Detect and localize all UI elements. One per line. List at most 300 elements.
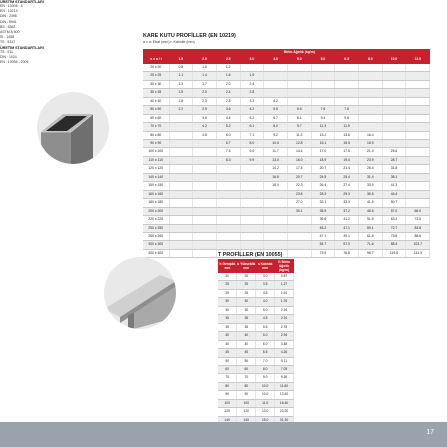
table-row — [218, 349, 294, 357]
tprof-cell: 60 — [218, 365, 237, 373]
weight-cell: 5.2 — [240, 114, 264, 122]
weight-cell: 28.7 — [382, 156, 406, 164]
weight-cell: 44.4 — [382, 190, 406, 198]
weight-cell: 72.7 — [382, 224, 406, 232]
weight-cell: 5.5 — [264, 106, 288, 114]
tprof-cell: 11.0 — [256, 399, 275, 407]
weight-cell: 29.3 — [335, 190, 359, 198]
weight-cell — [264, 207, 288, 215]
weight-cell — [169, 156, 193, 164]
tprof-cell: 100 — [218, 399, 237, 407]
tprof-cell: 5.5 — [256, 323, 275, 331]
tprof-cell: 25 — [218, 289, 237, 297]
table-row — [218, 298, 294, 306]
tprof-cell: 20 — [237, 273, 256, 281]
weight-cell: 6.7 — [264, 114, 288, 122]
weight-cell — [169, 199, 193, 207]
weight-cell — [311, 72, 335, 80]
tprof-cell: 10.0 — [256, 382, 275, 390]
tprof-cell: 6.5 — [256, 349, 275, 357]
kare-thickness-header: 8.0 — [359, 56, 383, 63]
tprof-column-header: b Yükseklik mm — [237, 259, 256, 273]
weight-cell — [382, 131, 406, 139]
weight-cell — [169, 190, 193, 198]
table-row — [143, 156, 430, 164]
weight-cell: 73.5 — [406, 216, 430, 224]
kare-thickness-header: 5.0 — [287, 56, 311, 63]
weight-cell: 14.2 — [264, 165, 288, 173]
weight-cell: 16.0 — [287, 156, 311, 164]
tprof-cell: 30 — [237, 306, 256, 314]
weight-cell: 49.1 — [335, 232, 359, 240]
weight-cell: 6.7 — [216, 139, 240, 147]
weight-cell: 38.1 — [382, 173, 406, 181]
weight-cell: 15.5 — [335, 139, 359, 147]
weight-cell — [193, 199, 217, 207]
weight-cell: 19.4 — [335, 156, 359, 164]
table-row — [143, 148, 430, 156]
weight-cell: 41.3 — [382, 182, 406, 190]
tprof-cell: 50 — [237, 357, 256, 365]
table-row — [218, 365, 294, 373]
std1-title: ÜRETİM STANDARTLARI — [0, 0, 44, 4]
tprof-cell: 13.40 — [275, 391, 294, 399]
table-row — [218, 391, 294, 399]
weight-cell: 11.7 — [264, 148, 288, 156]
weight-cell: 16.8 — [264, 173, 288, 181]
tprof-cell: 35 — [218, 315, 237, 323]
standard-line: DIN : 5941 — [0, 19, 17, 24]
weight-cell — [406, 190, 430, 198]
weight-cell: 11.3 — [311, 123, 335, 131]
weight-cell — [359, 72, 383, 80]
weight-cell — [193, 165, 217, 173]
weight-cell — [264, 241, 288, 249]
weight-cell — [169, 123, 193, 131]
weight-cell: 1.5 — [169, 89, 193, 97]
table-row — [218, 306, 294, 314]
weight-cell: 1.9 — [240, 72, 264, 80]
weight-cell: 17.5 — [287, 165, 311, 173]
weight-cell — [382, 123, 406, 131]
table-row — [143, 207, 430, 215]
weight-cell — [169, 182, 193, 190]
weight-cell — [169, 139, 193, 147]
weight-cell — [240, 173, 264, 181]
weight-cell: 2.4 — [240, 80, 264, 88]
weight-cell — [406, 173, 430, 181]
tprof-cell: 2.94 — [275, 332, 294, 340]
tprof-cell: 9.26 — [275, 374, 294, 382]
tprof-cell: 13.0 — [256, 408, 275, 416]
weight-cell: 6.0 — [216, 131, 240, 139]
weight-cell: 33.3 — [335, 199, 359, 207]
weight-cell — [406, 114, 430, 122]
row-size-label: 200 x 200 — [143, 207, 169, 215]
kare-profile-table — [143, 49, 430, 258]
weight-cell — [264, 199, 288, 207]
weight-cell: 23.9 — [359, 156, 383, 164]
row-size-label: 80 x 80 — [143, 131, 169, 139]
tprof-cell: 3.5 — [256, 281, 275, 289]
weight-cell — [264, 190, 288, 198]
table-row — [143, 224, 430, 232]
kare-thickness-header: 10.0 — [382, 56, 406, 63]
weight-cell: 35.9 — [311, 207, 335, 215]
table-row — [143, 173, 430, 181]
tprof-cell: 70 — [237, 374, 256, 382]
weight-cell — [406, 156, 430, 164]
weight-cell — [359, 89, 383, 97]
table-row — [218, 289, 294, 297]
weight-cell: 73.5 — [311, 249, 335, 257]
weight-cell: 9.7 — [287, 123, 311, 131]
weight-cell — [240, 182, 264, 190]
kare-thickness-header: 1.5 — [169, 56, 193, 63]
table-row — [143, 190, 430, 198]
weight-cell: 1.1 — [169, 72, 193, 80]
tprof-cell: 1.76 — [275, 298, 294, 306]
weight-cell — [287, 232, 311, 240]
weight-cell: 1.3 — [169, 80, 193, 88]
weight-cell: 8.1 — [287, 114, 311, 122]
weight-cell: 24.5 — [311, 173, 335, 181]
kare-thickness-header: 3.0 — [240, 56, 264, 63]
weight-cell: 9.0 — [240, 148, 264, 156]
weight-cell: 61.6 — [359, 232, 383, 240]
weight-cell — [240, 224, 264, 232]
tprof-column-header: G Birim Ağırlık (kg/m) — [275, 259, 294, 273]
weight-cell — [311, 89, 335, 97]
kare-thickness-header: 2.0 — [193, 56, 217, 63]
row-size-label: 150 x 150 — [143, 182, 169, 190]
weight-cell: 9.9 — [240, 156, 264, 164]
weight-cell: 71.6 — [359, 241, 383, 249]
tprof-cell: 60 — [237, 365, 256, 373]
weight-cell — [169, 165, 193, 173]
weight-cell: 23.8 — [287, 190, 311, 198]
weight-cell: 2.0 — [193, 89, 217, 97]
t-profile-image — [104, 257, 176, 329]
kare-subtitle: a x a: Ebat (mm) t: Kalınlık (mm) — [143, 40, 195, 44]
row-size-label: 120 x 120 — [143, 165, 169, 173]
weight-cell: 5.2 — [216, 123, 240, 131]
weight-cell: 7.1 — [240, 131, 264, 139]
row-size-label: 110 x 110 — [143, 156, 169, 164]
standard-line: EN : 10305 - 5 — [0, 4, 23, 8]
weight-cell — [193, 139, 217, 147]
weight-cell — [169, 249, 193, 257]
tprof-cell: 8.0 — [256, 365, 275, 373]
table-row — [218, 382, 294, 390]
weight-cell: 57.0 — [335, 241, 359, 249]
weight-cell — [382, 89, 406, 97]
weight-cell — [406, 80, 430, 88]
tprof-cell: 2.16 — [275, 306, 294, 314]
tprof-cell: 40 — [237, 332, 256, 340]
weight-cell — [287, 241, 311, 249]
weight-cell — [382, 139, 406, 147]
weight-cell: 76.8 — [335, 249, 359, 257]
weight-cell — [193, 207, 217, 215]
weight-cell: 4.2 — [240, 106, 264, 114]
weight-cell: 41.2 — [335, 216, 359, 224]
tprof-cell: 100 — [237, 399, 256, 407]
weight-cell: 27.0 — [287, 199, 311, 207]
weight-cell — [193, 216, 217, 224]
square-tube-image — [37, 92, 109, 164]
weight-cell: 16.4 — [359, 131, 383, 139]
kare-thickness-header: 6.3 — [335, 56, 359, 63]
weight-cell: 18.9 — [359, 139, 383, 147]
tprof-cell: 2.78 — [275, 323, 294, 331]
weight-cell: 54.7 — [311, 241, 335, 249]
tprof-cell: 31.30 — [275, 416, 294, 424]
weight-cell — [264, 89, 288, 97]
weight-cell: 20.7 — [311, 165, 335, 173]
weight-cell — [193, 148, 217, 156]
weight-cell: 59.1 — [359, 224, 383, 232]
weight-cell: 25.4 — [335, 173, 359, 181]
table-row — [143, 182, 430, 190]
weight-cell: 4.4 — [216, 114, 240, 122]
weight-cell: 47.1 — [335, 224, 359, 232]
weight-cell: 4.8 — [193, 131, 217, 139]
table-row — [218, 315, 294, 323]
table-row — [143, 241, 430, 249]
weight-cell: 103.7 — [406, 241, 430, 249]
tprof-cell: 23.20 — [275, 408, 294, 416]
std1-lines — [0, 4, 447, 46]
weight-cell — [193, 249, 217, 257]
weight-cell: 2.3 — [193, 97, 217, 105]
row-size-label: 260 x 260 — [143, 232, 169, 240]
row-size-label: 300 x 300 — [143, 241, 169, 249]
row-size-label: 250 x 250 — [143, 224, 169, 232]
tprof-cell: 30 — [218, 298, 237, 306]
row-size-label: 180 x 180 — [143, 199, 169, 207]
weight-cell: 10.5 — [264, 139, 288, 147]
weight-cell: 4.2 — [264, 97, 288, 105]
std2-lines — [0, 50, 447, 66]
table-row — [143, 123, 430, 131]
weight-cell: 1.7 — [193, 80, 217, 88]
tprof-cell: 1.27 — [275, 281, 294, 289]
tprof-cell: 45 — [237, 349, 256, 357]
table-row — [218, 408, 294, 416]
weight-cell: 2.0 — [216, 80, 240, 88]
weight-cell — [382, 114, 406, 122]
weight-cell — [169, 241, 193, 249]
tprof-cell: 35 — [237, 323, 256, 331]
weight-cell: 1.0 — [193, 64, 217, 72]
weight-cell: 45.2 — [311, 224, 335, 232]
standard-line: SI : 1458 — [0, 35, 15, 40]
table-row — [218, 399, 294, 407]
weight-cell — [240, 216, 264, 224]
weight-cell: 8.3 — [216, 156, 240, 164]
table-row — [143, 131, 430, 139]
table-row — [143, 106, 430, 114]
weight-cell: 8.0 — [240, 139, 264, 147]
weight-cell — [382, 80, 406, 88]
table-row — [143, 249, 430, 257]
tprof-cell: 120 — [237, 408, 256, 416]
table-row — [218, 357, 294, 365]
table-row — [218, 273, 294, 281]
weight-cell — [169, 114, 193, 122]
standard-line: DIN : 2395 — [0, 14, 17, 19]
weight-cell — [311, 97, 335, 105]
weight-cell — [169, 148, 193, 156]
weight-cell — [216, 182, 240, 190]
weight-cell — [287, 224, 311, 232]
weight-cell: 26.4 — [311, 182, 335, 190]
weight-cell — [193, 156, 217, 164]
weight-cell: 41.5 — [359, 199, 383, 207]
tprof-cell: 140 — [218, 416, 237, 424]
tprof-cell: 9.0 — [256, 374, 275, 382]
weight-cell — [264, 80, 288, 88]
standard-line: TS : 911 — [0, 49, 13, 54]
weight-cell — [335, 89, 359, 97]
weight-cell — [169, 173, 193, 181]
weight-cell: 32.1 — [311, 199, 335, 207]
weight-cell: 63.2 — [382, 216, 406, 224]
weight-cell: 88.4 — [382, 241, 406, 249]
row-size-label: 140 x 140 — [143, 173, 169, 181]
weight-cell — [193, 224, 217, 232]
weight-cell: 39.6 — [311, 216, 335, 224]
weight-cell — [287, 249, 311, 257]
weight-cell — [382, 106, 406, 114]
weight-cell: 9.6 — [335, 114, 359, 122]
row-size-label: 100 x 100 — [143, 148, 169, 156]
tprof-cell: 7.0 — [256, 357, 275, 365]
weight-cell — [240, 232, 264, 240]
tprof-cell: 25 — [218, 281, 237, 289]
table-row — [143, 114, 430, 122]
weight-cell: 51.5 — [359, 216, 383, 224]
tprof-cell: 5.0 — [256, 306, 275, 314]
weight-cell — [406, 131, 430, 139]
tprof-cell: 25 — [237, 289, 256, 297]
tprof-cell: 40 — [218, 332, 237, 340]
weight-cell: 33.9 — [359, 182, 383, 190]
weight-cell — [335, 97, 359, 105]
weight-cell: 12.8 — [287, 139, 311, 147]
kare-corner-label: a x a / t — [143, 56, 169, 63]
page-number: 17 — [426, 429, 434, 436]
tprof-cell: 1.61 — [275, 289, 294, 297]
tprof-cell: 11.60 — [275, 382, 294, 390]
tprof-cell: 70 — [218, 374, 237, 382]
row-size-label: 30 x 30 — [143, 80, 169, 88]
weight-cell: 84.8 — [406, 224, 430, 232]
weight-cell — [216, 216, 240, 224]
weight-cell: 96.7 — [359, 249, 383, 257]
weight-cell — [335, 80, 359, 88]
table-row — [143, 232, 430, 240]
weight-cell: 13.6 — [335, 131, 359, 139]
weight-cell — [359, 106, 383, 114]
weight-cell — [406, 123, 430, 131]
row-size-label: 160 x 160 — [143, 190, 169, 198]
tprof-cell: 4.0 — [256, 298, 275, 306]
t-profile-table — [218, 259, 294, 425]
weight-cell: 1.4 — [193, 72, 217, 80]
tprof-cell: 90 — [218, 391, 237, 399]
weight-cell — [193, 182, 217, 190]
row-size-label: 40 x 40 — [143, 97, 169, 105]
weight-cell — [216, 207, 240, 215]
weight-cell: 11.5 — [335, 123, 359, 131]
weight-cell: 21.4 — [335, 165, 359, 173]
table-row — [143, 72, 430, 80]
tprof-column-header: s Kalınlık mm — [256, 259, 275, 273]
weight-cell: 3.6 — [193, 114, 217, 122]
weight-cell: 20.7 — [287, 173, 311, 181]
weight-cell — [406, 182, 430, 190]
tprof-cell: 4.26 — [275, 349, 294, 357]
standard-line: EN : 10055 - 2005 — [0, 60, 29, 65]
table-row — [218, 323, 294, 331]
weight-cell — [216, 165, 240, 173]
weight-cell: 119.8 — [382, 249, 406, 257]
weight-cell — [193, 190, 217, 198]
weight-cell — [240, 165, 264, 173]
weight-cell — [406, 106, 430, 114]
weight-cell — [359, 114, 383, 122]
weight-cell: 36.5 — [359, 190, 383, 198]
weight-cell: 75.8 — [382, 232, 406, 240]
weight-cell: 2.8 — [240, 89, 264, 97]
table-row — [143, 199, 430, 207]
tprof-cell: 40 — [218, 340, 237, 348]
tprof-cell: 90 — [237, 391, 256, 399]
weight-cell — [169, 207, 193, 215]
weight-cell: 18.9 — [311, 156, 335, 164]
weight-cell: 57.0 — [382, 207, 406, 215]
kare-thickness-header: 2.5 — [216, 56, 240, 63]
weight-cell — [240, 199, 264, 207]
weight-cell: 37.2 — [335, 207, 359, 215]
kare-thickness-header: 4.0 — [264, 56, 288, 63]
weight-cell: 6.1 — [240, 123, 264, 131]
weight-cell: 3.3 — [240, 97, 264, 105]
tprof-cell: 25 — [237, 281, 256, 289]
standard-line: ASTM A 500 — [0, 30, 20, 35]
standard-line: DIN : 1024 — [0, 54, 17, 59]
weight-cell — [169, 224, 193, 232]
weight-cell: 30.1 — [287, 207, 311, 215]
weight-cell — [240, 190, 264, 198]
weight-cell: 18.0 — [264, 182, 288, 190]
weight-cell — [382, 97, 406, 105]
tprof-cell: 35 — [218, 323, 237, 331]
weight-cell — [216, 224, 240, 232]
weight-cell: 1.6 — [216, 72, 240, 80]
tprof-cell: 140 — [237, 416, 256, 424]
kare-group-header: Birim Ağırlık (kg/m) — [169, 49, 430, 56]
weight-cell: 2.9 — [193, 106, 217, 114]
weight-cell — [240, 241, 264, 249]
tprof-cell: 80 — [218, 382, 237, 390]
weight-cell — [406, 89, 430, 97]
weight-cell: 22.3 — [287, 182, 311, 190]
tprof-cell: 30 — [237, 298, 256, 306]
table-row — [143, 89, 430, 97]
